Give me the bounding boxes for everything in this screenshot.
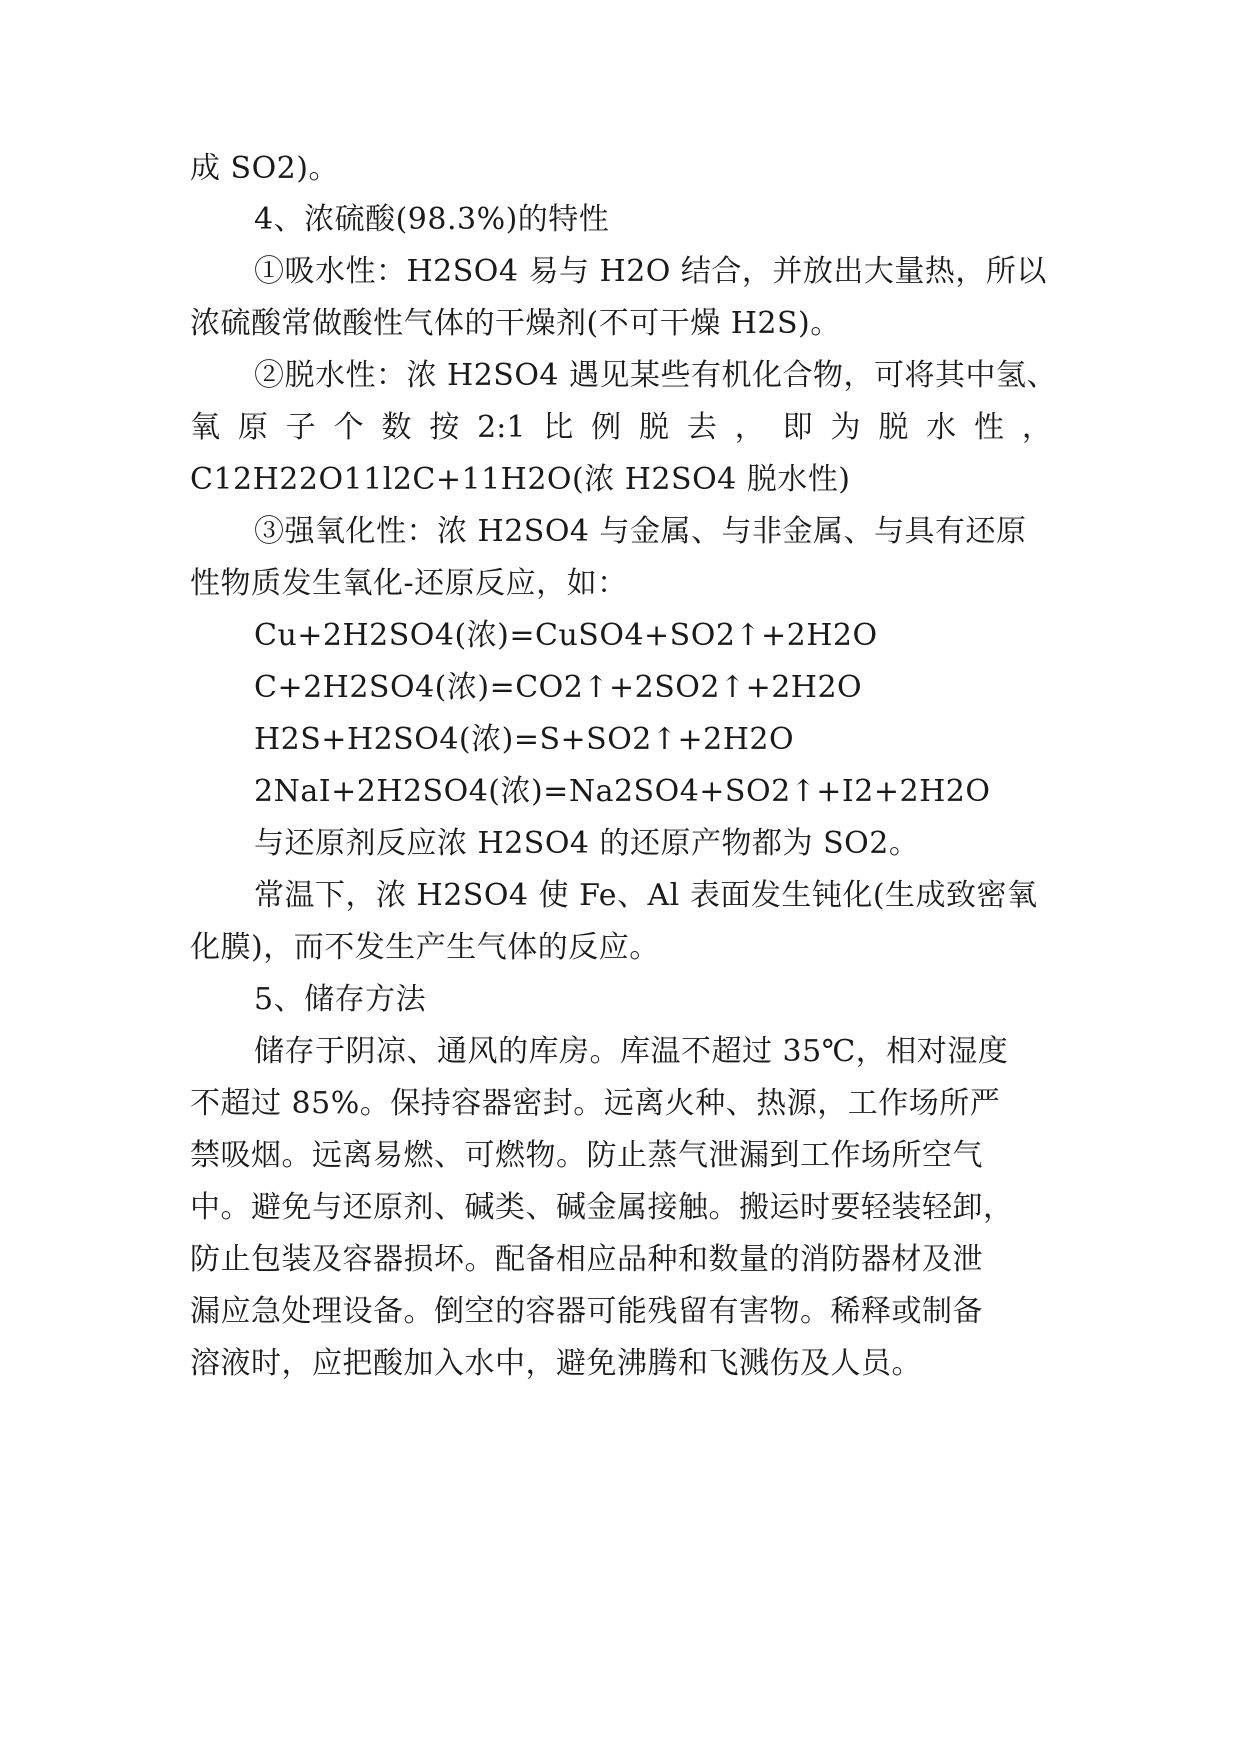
justified-char: 水 <box>926 410 957 445</box>
paragraph-line: 禁吸烟。远离易燃、可燃物。防止蒸气泄漏到工作场所空气 <box>190 1138 983 1173</box>
paragraph-line: 化膜)，而不发生产生气体的反应。 <box>190 930 660 965</box>
justified-char: 子 <box>285 410 316 445</box>
justified-char: 去 <box>686 410 717 445</box>
paragraph-line: 与还原剂反应浓 H2SO4 的还原产物都为 SO2。 <box>254 826 920 861</box>
paragraph-line: 漏应急处理设备。倒空的容器可能残留有害物。稀释或制备 <box>190 1294 983 1329</box>
justified-char: ， <box>734 410 765 445</box>
justified-char: 例 <box>591 410 622 445</box>
justified-paragraph-line <box>190 408 1052 448</box>
justified-char: 即 <box>782 410 813 445</box>
justified-char: 数 <box>381 410 412 445</box>
paragraph-line: 溶液时，应把酸加入水中，避免沸腾和飞溅伤及人员。 <box>190 1346 922 1381</box>
paragraph-line: 储存于阴凉、通风的库房。库温不超过 35℃，相对湿度 <box>254 1034 1009 1069</box>
formula-line: C12H22O11l2C+11H2O(浓 H2SO4 脱水性) <box>190 462 851 497</box>
justified-char: 比 <box>543 410 574 445</box>
paragraph-line: 浓硫酸常做酸性气体的干燥剂(不可干燥 H2S)。 <box>190 306 841 341</box>
equation-line: 2NaI+2H2SO4(浓)=Na2SO4+SO2↑+I2+2H2O <box>254 774 991 809</box>
paragraph-line: ②脱水性：浓 H2SO4 遇见某些有机化合物，可将其中氢、 <box>254 358 1058 393</box>
paragraph-line: 性物质发生氧化-还原反应，如： <box>190 566 628 601</box>
justified-char: 为 <box>830 410 861 445</box>
paragraph-line: 防止包装及容器损坏。配备相应品种和数量的消防器材及泄 <box>190 1242 983 1277</box>
justified-char: ， <box>1021 410 1052 445</box>
justified-char: 按 <box>429 410 460 445</box>
justified-char: 2:1 <box>477 410 526 445</box>
paragraph-line: 成 SO2)。 <box>190 151 339 186</box>
paragraph-line: 常温下，浓 H2SO4 使 Fe、Al 表面发生钝化(生成致密氧 <box>254 878 1038 913</box>
equation-line: C+2H2SO4(浓)=CO2↑+2SO2↑+2H2O <box>254 670 863 705</box>
justified-char: 个 <box>333 410 364 445</box>
justified-char: 原 <box>237 410 268 445</box>
justified-char: 性 <box>974 410 1005 445</box>
paragraph-line: ①吸水性：H2SO4 易与 H2O 结合，并放出大量热，所以 <box>254 254 1047 289</box>
justified-char: 氧 <box>190 410 220 445</box>
paragraph-line: 中。避免与还原剂、碱类、碱金属接触。搬运时要轻装轻卸， <box>190 1190 1014 1225</box>
equation-line: H2S+H2SO4(浓)=S+SO2↑+2H2O <box>254 722 795 757</box>
section-heading: 4、浓硫酸(98.3%)的特性 <box>254 202 610 237</box>
paragraph-line: 不超过 85%。保持容器密封。远离火种、热源，工作场所严 <box>190 1086 1001 1121</box>
equation-line: Cu+2H2SO4(浓)=CuSO4+SO2↑+2H2O <box>254 618 878 653</box>
justified-char: 脱 <box>878 410 909 445</box>
paragraph-line: ③强氧化性：浓 H2SO4 与金属、与非金属、与具有还原 <box>254 514 1027 549</box>
section-heading: 5、储存方法 <box>254 982 427 1017</box>
justified-char: 脱 <box>639 410 670 445</box>
